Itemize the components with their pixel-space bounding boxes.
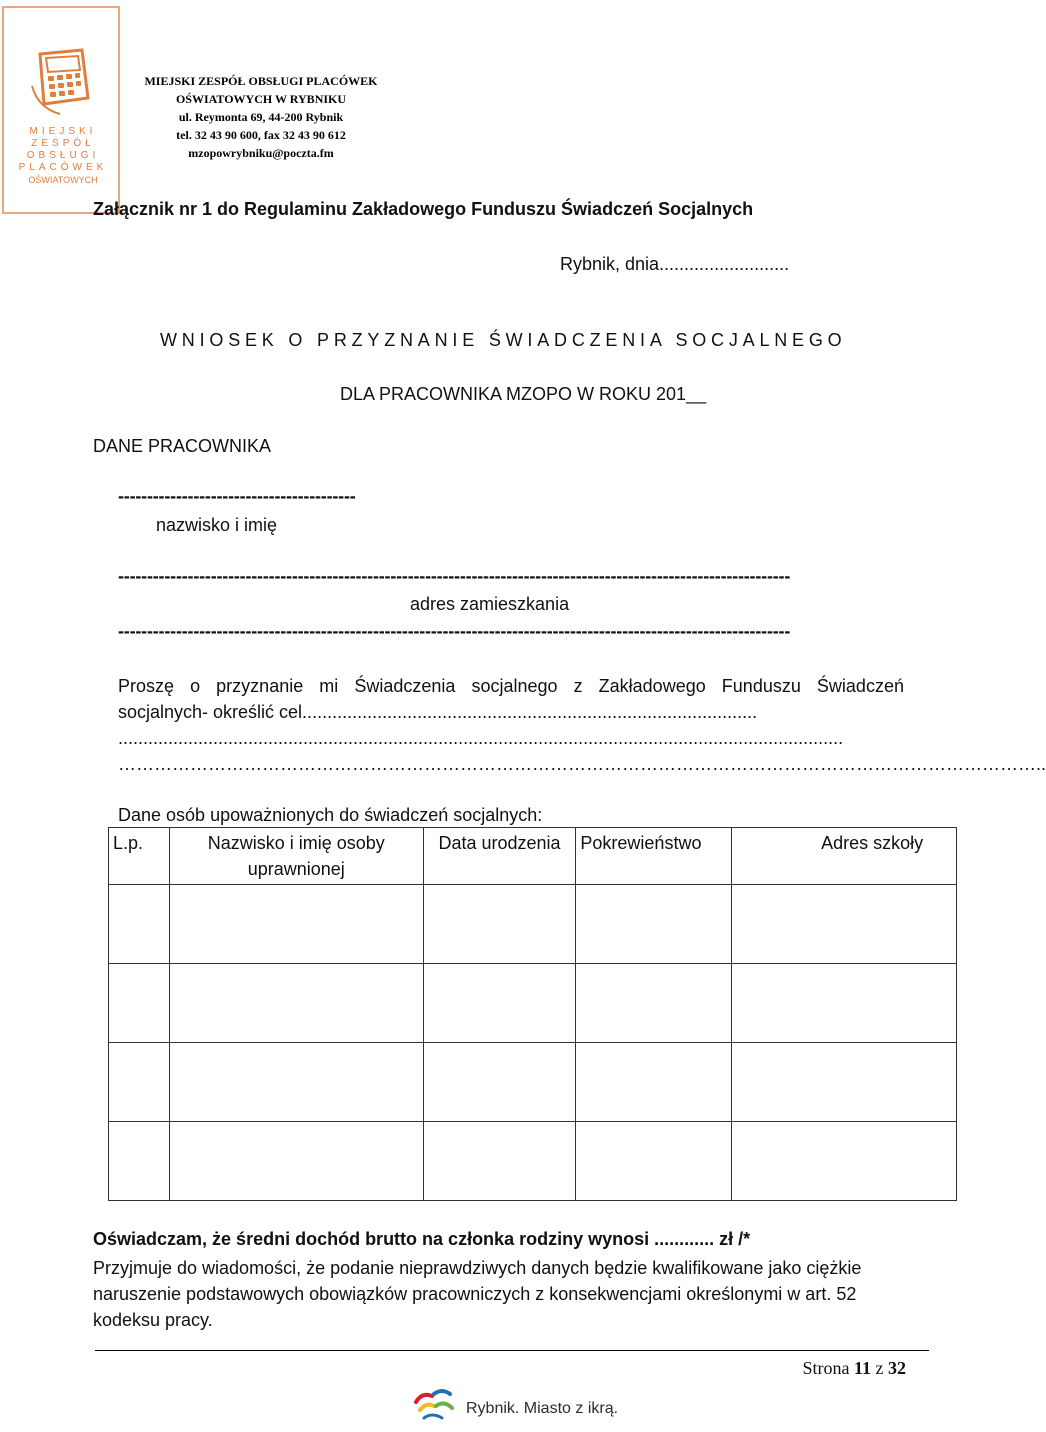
name-caption: nazwisko i imię bbox=[156, 515, 278, 535]
col-header-name: Nazwisko i imię osoby uprawnionej bbox=[169, 828, 423, 885]
table-cell[interactable] bbox=[109, 885, 170, 964]
address-fill-line-1[interactable]: -------------------------------------------------------------------------------------------------------------------- bbox=[118, 566, 791, 586]
table-cell[interactable] bbox=[576, 885, 732, 964]
form-subtitle: DLA PRACOWNIKA MZOPO W ROKU 201__ bbox=[340, 384, 707, 404]
table-cell[interactable] bbox=[576, 1122, 732, 1201]
rybnik-brand-logo bbox=[412, 1388, 619, 1427]
attachment-title: Załącznik nr 1 do Regulaminu Zakładowego Funduszu Świadczeń Socjalnych bbox=[93, 199, 754, 219]
rybnik-brand-text: Rybnik. Miasto z ikrą. bbox=[466, 1400, 619, 1417]
institution-name-1: MIEJSKI ZESPÓŁ OBSŁUGI PLACÓWEK bbox=[144, 74, 378, 88]
institution-email: mzopowrybniku@poczta.fm bbox=[188, 146, 334, 160]
table-cell[interactable] bbox=[109, 964, 170, 1043]
table-cell[interactable] bbox=[109, 1043, 170, 1122]
table-cell[interactable] bbox=[576, 1043, 732, 1122]
persons-table bbox=[108, 827, 957, 1201]
institution-phone: tel. 32 43 90 600, fax 32 43 90 612 bbox=[176, 128, 346, 142]
address-fill-line-2[interactable]: -------------------------------------------------------------------------------------------------------------------- bbox=[118, 621, 791, 641]
table-header-row bbox=[109, 828, 957, 885]
col-header-relation: Pokrewieństwo bbox=[576, 828, 732, 885]
col-header-birthdate: Data urodzenia bbox=[423, 828, 576, 885]
table-cell[interactable] bbox=[732, 1043, 957, 1122]
col-header-lp: L.p. bbox=[109, 828, 170, 885]
name-fill-line[interactable]: ----------------------------------------- bbox=[118, 486, 356, 506]
table-cell[interactable] bbox=[169, 964, 423, 1043]
form-title: WNIOSEK O PRZYZNANIE ŚWIADCZENIA SOCJALNEGO bbox=[160, 330, 847, 350]
table-cell[interactable] bbox=[423, 964, 576, 1043]
institution-header bbox=[136, 72, 386, 162]
table-cell[interactable] bbox=[423, 1122, 576, 1201]
table-cell[interactable] bbox=[732, 885, 957, 964]
table-cell[interactable] bbox=[732, 964, 957, 1043]
table-row bbox=[109, 964, 957, 1043]
date-line: Rybnik, dnia.......................... bbox=[560, 254, 790, 274]
institution-name-2: OŚWIATOWYCH W RYBNIKU bbox=[175, 92, 347, 106]
table-row bbox=[109, 1122, 957, 1201]
rybnik-emblem-icon bbox=[412, 1388, 458, 1422]
table-cell[interactable] bbox=[169, 1043, 423, 1122]
income-declaration: Oświadczam, że średni dochód brutto na członka rodziny wynosi ............ zł /* bbox=[93, 1229, 751, 1249]
table-row bbox=[109, 1043, 957, 1122]
purpose-fill-line-3[interactable]: ……………………………………………………………………………………………………………………………………….. bbox=[118, 754, 1046, 774]
institution-address: ul. Reymonta 69, 44-200 Rybnik bbox=[178, 110, 344, 124]
table-cell[interactable] bbox=[732, 1122, 957, 1201]
footer-divider bbox=[95, 1350, 929, 1351]
table-row bbox=[109, 885, 957, 964]
table-cell[interactable] bbox=[169, 885, 423, 964]
calculator-logo-icon bbox=[30, 46, 96, 118]
acknowledgement-text: Przyjmuje do wiadomości, że podanie nieprawdziwych danych będzie kwalifikowane jako ciężkie naruszenie podstawowych obowiązków pracowniczych z konsekwencjami określonymi w art. 52 kodeksu pracy. bbox=[93, 1258, 862, 1330]
table-cell[interactable] bbox=[423, 1043, 576, 1122]
persons-heading: Dane osób upoważnionych do świadczeń socjalnych: bbox=[118, 805, 543, 825]
table-cell[interactable] bbox=[169, 1122, 423, 1201]
page-number: Strona 11 z 32 bbox=[802, 1358, 906, 1378]
col-header-school: Adres szkoły bbox=[732, 828, 957, 885]
employee-section-label: DANE PRACOWNIKA bbox=[93, 436, 272, 456]
table-cell[interactable] bbox=[423, 885, 576, 964]
logo-lettering: MIEJSKI ZESPÓŁ OBSŁUGI PLACÓWEK OŚWIATOWYCH bbox=[18, 126, 108, 185]
request-paragraph bbox=[118, 673, 1046, 777]
table-cell[interactable] bbox=[576, 964, 732, 1043]
purpose-fill-line-1[interactable]: socjalnych- określić cel........................................................................................... bbox=[118, 702, 758, 722]
institution-logo bbox=[2, 6, 120, 214]
address-caption: adres zamieszkania bbox=[410, 594, 570, 614]
purpose-fill-line-2[interactable]: ................................................................................................................................................. bbox=[118, 728, 844, 748]
table-cell[interactable] bbox=[109, 1122, 170, 1201]
request-line-1: Proszę o przyznanie mi Świadczenia socjalnego z Zakładowego Funduszu Świadczeń bbox=[118, 676, 904, 696]
